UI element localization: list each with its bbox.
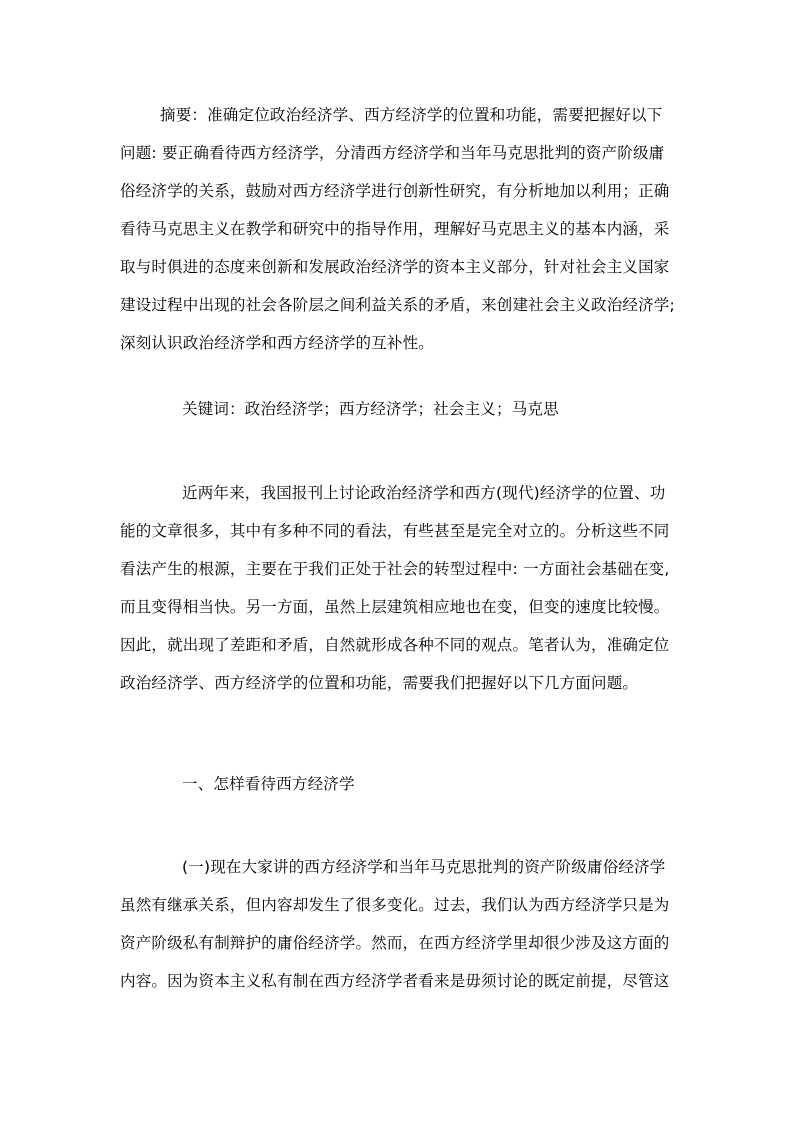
intro-line: 能的文章很多，其中有多种不同的看法，有些甚至是完全对立的。分析这些不同 bbox=[120, 522, 670, 540]
section-heading-text: 一、怎样看待西方经济学 bbox=[182, 775, 355, 793]
abstract-paragraph bbox=[120, 96, 680, 362]
abstract-line: 问题: 要正确看待西方经济学，分清西方经济学和当年马克思批判的资产阶级庸 bbox=[120, 144, 665, 162]
section-heading bbox=[120, 765, 680, 803]
abstract-line: 深刻认识政治经济学和西方经济学的互补性。 bbox=[120, 334, 435, 352]
section-line: (一)现在大家讲的西方经济学和当年马克思批判的资产阶级庸俗经济学 bbox=[182, 858, 666, 876]
abstract-line: 建设过程中出现的社会各阶层之间利益关系的矛盾，来创建社会主义政治经济学; bbox=[120, 296, 675, 314]
intro-line: 看法产生的根源，主要在于我们正处于社会的转型过程中: 一方面社会基础在变, bbox=[120, 560, 670, 578]
intro-line: 而且变得相当快。另一方面，虽然上层建筑相应地也在变，但变的速度比较慢。 bbox=[120, 598, 670, 616]
section-line: 虽然有继承关系，但内容却发生了很多变化。过去，我们认为西方经济学只是为 bbox=[120, 896, 670, 914]
section-line: 内容。因为资本主义私有制在西方经济学者看来是毋须讨论的既定前提，尽管这 bbox=[120, 972, 670, 990]
intro-line: 因此，就出现了差距和矛盾，自然就形成各种不同的观点。笔者认为，准确定位 bbox=[120, 636, 670, 654]
section-paragraph bbox=[120, 848, 680, 1000]
abstract-line: 摘要：准确定位政治经济学、西方经济学的位置和功能，需要把握好以下 bbox=[160, 106, 663, 124]
intro-line: 近两年来，我国报刊上讨论政治经济学和西方(现代)经济学的位置、功 bbox=[182, 484, 666, 502]
section-line: 资产阶级私有制辩护的庸俗经济学。然而，在西方经济学里却很少涉及这方面的 bbox=[120, 934, 670, 952]
abstract-line: 俗经济学的关系，鼓励对西方经济学进行创新性研究，有分析地加以利用；正确 bbox=[120, 182, 670, 200]
keywords-paragraph bbox=[120, 390, 680, 428]
abstract-line: 取与时俱进的态度来创新和发展政治经济学的资本主义部分，针对社会主义国家 bbox=[120, 258, 670, 276]
abstract-line: 看待马克思主义在教学和研究中的指导作用，理解好马克思主义的基本内涵，采 bbox=[120, 220, 670, 238]
keywords-line: 关键词：政治经济学；西方经济学；社会主义；马克思 bbox=[182, 400, 559, 418]
intro-line: 政治经济学、西方经济学的位置和功能，需要我们把握好以下几方面问题。 bbox=[120, 674, 639, 692]
intro-paragraph bbox=[120, 474, 680, 702]
